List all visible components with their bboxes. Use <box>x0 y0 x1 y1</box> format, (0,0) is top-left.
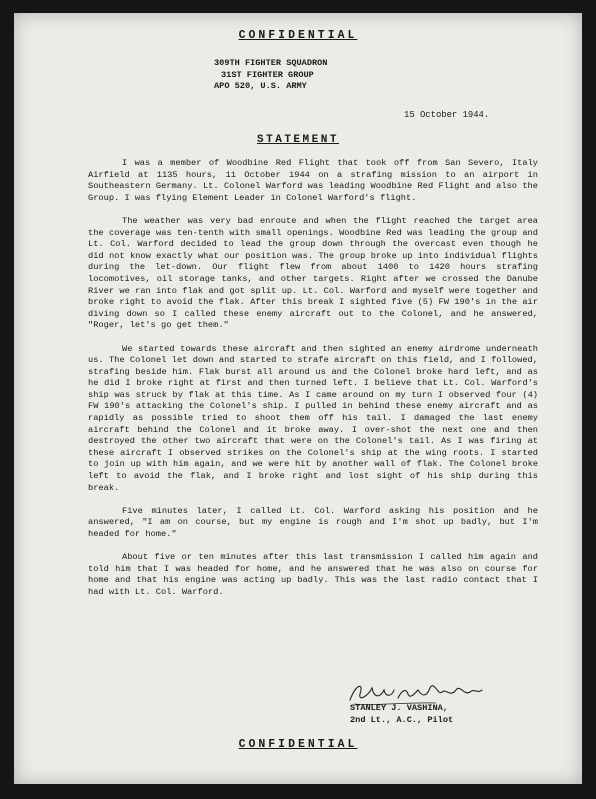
paragraph: About five or ten minutes after this last transmission I called him again and told him that I was headed for home, and he answered that he was also on course for home and that his engine was acting up badly. This was the last radio contact that I had with Lt. Col. Warford. <box>88 552 538 597</box>
apo-line: APO 520, U.S. ARMY <box>214 81 307 91</box>
unit-header <box>214 58 414 93</box>
paragraph: We started towards these aircraft and then sighted an enemy airdrome underneath us. The Colonel let down and started to strafe aircraft on this field, and I followed, strafing beside him. Flak burst all around us and the Colonel broke hard left, and as he did I broke right at first and then turned left. I believe that Lt. Col. Warford's ship was struck by flak at this time. As I came around on my turn I observed four (4) FW 190's attacking the Colonel's ship. I pulled in behind these enemy aircraft and as rapidly as possible tried to shoot them off his tail. I damaged the last enemy aircraft behind the Colonel and it broke away. I over-shot the next one and then destroyed the other two aircraft that were on the Colonel's tail. As I was firing at these aircraft I observed strikes on the Colonel's ship at the wing roots. I started to join up with him again, and we were hit by another wall of flak. The Colonel broke left to avoid the flak, and I broke right and lost sight of his ship during this break. <box>88 343 538 493</box>
group-line: 31ST FIGHTER GROUP <box>221 69 314 80</box>
statement-date: 15 October 1944. <box>404 110 490 120</box>
signer-name: STANLEY J. VASHINA, <box>350 703 448 713</box>
statement-body <box>88 158 538 610</box>
classification-stamp-bottom: CONFIDENTIAL <box>238 738 358 751</box>
statement-title: STATEMENT <box>257 134 339 146</box>
classification-stamp-top: CONFIDENTIAL <box>238 29 358 42</box>
document-page <box>14 13 582 784</box>
paragraph: I was a member of Woodbine Red Flight that took off from San Severo, Italy Airfield at 1135 hours, 11 October 1944 on a strafing mission to an airport in Southeastern Germany. Lt. Colonel Warford was leading Woodbine Red Flight and also the Group. I was flying Element Leader in Colonel Warford's flight. <box>88 158 538 203</box>
squadron-line: 309TH FIGHTER SQUADRON <box>214 58 328 68</box>
paragraph: Five minutes later, I called Lt. Col. Warford asking his position and he answered, "I am on course, but my engine is rough and I'm shot up badly, but I'm headed for home." <box>88 505 538 539</box>
signature-block <box>350 703 453 726</box>
paragraph: The weather was very bad enroute and when the flight reached the target area the coverage was ten-tenth with small openings. Woodbine Red was leading the group and Lt. Col. Warford decided to lead the group down through the overcast even though he did not know exactly what our position was. The group broke up into individual flights during the let-down. Our flight flew from about 1400 to 1420 hours strafing locomotives, oil storage tanks, and other targets. Right after we crossed the Danube River we ran into flak and got split up. Lt. Col. Warford and myself were together and broke right to avoid the flak. After this break I sighted five (5) FW 190's in the air diving down so I called these enemy aircraft out to the Colonel, and he answered, "Roger, let's go get them." <box>88 215 538 331</box>
signer-rank: 2nd Lt., A.C., Pilot <box>350 714 454 725</box>
